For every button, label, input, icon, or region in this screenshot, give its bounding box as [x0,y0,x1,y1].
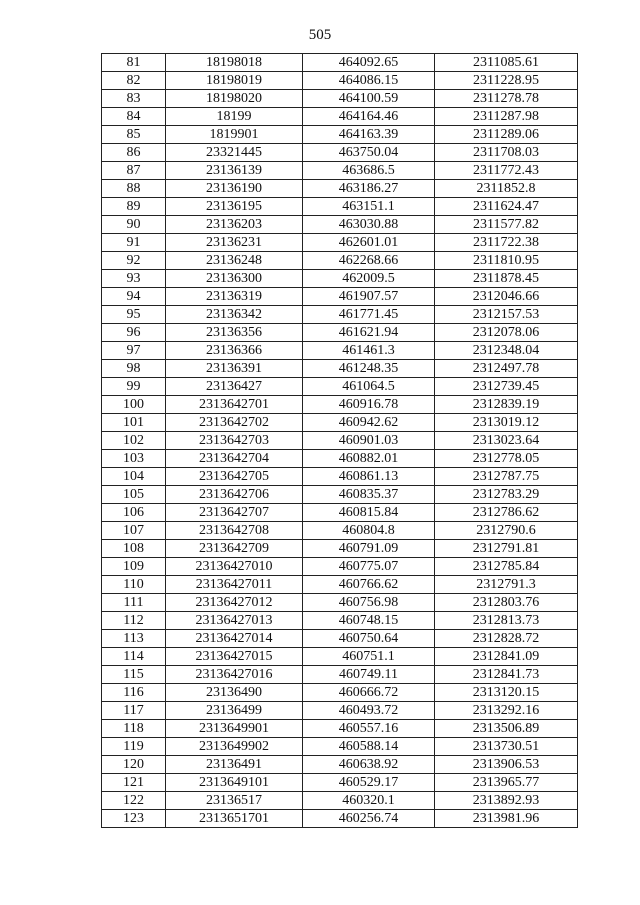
table-row [102,54,578,72]
row-index-cell: 101 [102,414,166,432]
y-coordinate-cell: 2313292.16 [435,702,578,720]
page-number: 505 [308,27,332,43]
table-row [102,468,578,486]
table-row [102,594,578,612]
x-coordinate-cell: 463686.5 [303,162,435,180]
y-coordinate-cell: 2312791.81 [435,540,578,558]
point-id-cell: 23136319 [166,288,303,306]
table-row [102,504,578,522]
point-id-cell: 18198018 [166,54,303,72]
row-index-cell: 119 [102,738,166,756]
y-coordinate-cell: 2313506.89 [435,720,578,738]
row-index-cell: 83 [102,90,166,108]
x-coordinate-cell: 460588.14 [303,738,435,756]
point-id-cell: 1819901 [166,126,303,144]
row-index-cell: 93 [102,270,166,288]
y-coordinate-cell: 2313965.77 [435,774,578,792]
row-index-cell: 117 [102,702,166,720]
point-id-cell: 23136195 [166,198,303,216]
y-coordinate-cell: 2313906.53 [435,756,578,774]
y-coordinate-cell: 2312739.45 [435,378,578,396]
row-index-cell: 85 [102,126,166,144]
row-index-cell: 121 [102,774,166,792]
x-coordinate-cell: 462009.5 [303,270,435,288]
point-id-cell: 23136342 [166,306,303,324]
row-index-cell: 84 [102,108,166,126]
y-coordinate-cell: 2311289.06 [435,126,578,144]
point-id-cell: 23136427016 [166,666,303,684]
y-coordinate-cell: 2311810.95 [435,252,578,270]
x-coordinate-cell: 460256.74 [303,810,435,828]
x-coordinate-cell: 460804.8 [303,522,435,540]
row-index-cell: 81 [102,54,166,72]
y-coordinate-cell: 2312828.72 [435,630,578,648]
x-coordinate-cell: 462268.66 [303,252,435,270]
y-coordinate-cell: 2312813.73 [435,612,578,630]
row-index-cell: 90 [102,216,166,234]
row-index-cell: 112 [102,612,166,630]
point-id-cell: 2313642701 [166,396,303,414]
row-index-cell: 120 [102,756,166,774]
y-coordinate-cell: 2313019.12 [435,414,578,432]
y-coordinate-cell: 2311624.47 [435,198,578,216]
y-coordinate-cell: 2311722.38 [435,234,578,252]
row-index-cell: 106 [102,504,166,522]
x-coordinate-cell: 461621.94 [303,324,435,342]
point-id-cell: 23136427012 [166,594,303,612]
point-id-cell: 23136427011 [166,576,303,594]
x-coordinate-cell: 460791.09 [303,540,435,558]
row-index-cell: 105 [102,486,166,504]
table-row [102,432,578,450]
x-coordinate-cell: 460766.62 [303,576,435,594]
x-coordinate-cell: 460835.37 [303,486,435,504]
table-row [102,72,578,90]
x-coordinate-cell: 463030.88 [303,216,435,234]
table-row [102,306,578,324]
x-coordinate-cell: 463151.1 [303,198,435,216]
table-row [102,576,578,594]
table-row [102,540,578,558]
point-id-cell: 2313642703 [166,432,303,450]
row-index-cell: 96 [102,324,166,342]
x-coordinate-cell: 460749.11 [303,666,435,684]
y-coordinate-cell: 2311228.95 [435,72,578,90]
table-row [102,378,578,396]
table-row [102,144,578,162]
y-coordinate-cell: 2312803.76 [435,594,578,612]
y-coordinate-cell: 2312046.66 [435,288,578,306]
point-id-cell: 2313649101 [166,774,303,792]
y-coordinate-cell: 2312839.19 [435,396,578,414]
point-id-cell: 23136427 [166,378,303,396]
row-index-cell: 97 [102,342,166,360]
row-index-cell: 95 [102,306,166,324]
y-coordinate-cell: 2313023.64 [435,432,578,450]
table-row [102,720,578,738]
y-coordinate-cell: 2312785.84 [435,558,578,576]
x-coordinate-cell: 461461.3 [303,342,435,360]
table-row [102,684,578,702]
y-coordinate-cell: 2312497.78 [435,360,578,378]
table-row [102,324,578,342]
y-coordinate-cell: 2313120.15 [435,684,578,702]
point-id-cell: 23136517 [166,792,303,810]
table-row [102,198,578,216]
table-row [102,270,578,288]
point-id-cell: 23136490 [166,684,303,702]
x-coordinate-cell: 460638.92 [303,756,435,774]
table-row [102,396,578,414]
point-id-cell: 23136427015 [166,648,303,666]
table-row [102,558,578,576]
table-row [102,288,578,306]
point-id-cell: 2313642709 [166,540,303,558]
row-index-cell: 114 [102,648,166,666]
x-coordinate-cell: 464092.65 [303,54,435,72]
row-index-cell: 118 [102,720,166,738]
row-index-cell: 99 [102,378,166,396]
row-index-cell: 100 [102,396,166,414]
row-index-cell: 92 [102,252,166,270]
table-row [102,234,578,252]
table-row [102,486,578,504]
row-index-cell: 82 [102,72,166,90]
row-index-cell: 116 [102,684,166,702]
point-id-cell: 18198019 [166,72,303,90]
table-row [102,180,578,198]
point-id-cell: 23321445 [166,144,303,162]
y-coordinate-cell: 2311708.03 [435,144,578,162]
row-index-cell: 107 [102,522,166,540]
table-row [102,360,578,378]
y-coordinate-cell: 2312841.09 [435,648,578,666]
point-id-cell: 23136203 [166,216,303,234]
y-coordinate-cell: 2312157.53 [435,306,578,324]
point-id-cell: 2313642707 [166,504,303,522]
y-coordinate-cell: 2311852.8 [435,180,578,198]
row-index-cell: 88 [102,180,166,198]
row-index-cell: 98 [102,360,166,378]
point-id-cell: 23136391 [166,360,303,378]
row-index-cell: 89 [102,198,166,216]
table-row [102,414,578,432]
row-index-cell: 113 [102,630,166,648]
y-coordinate-cell: 2313981.96 [435,810,578,828]
y-coordinate-cell: 2312791.3 [435,576,578,594]
point-id-cell: 2313642706 [166,486,303,504]
x-coordinate-cell: 460751.1 [303,648,435,666]
coordinates-table [101,53,578,828]
point-id-cell: 23136499 [166,702,303,720]
point-id-cell: 23136356 [166,324,303,342]
y-coordinate-cell: 2312778.05 [435,450,578,468]
x-coordinate-cell: 460748.15 [303,612,435,630]
row-index-cell: 102 [102,432,166,450]
y-coordinate-cell: 2313892.93 [435,792,578,810]
x-coordinate-cell: 464164.46 [303,108,435,126]
x-coordinate-cell: 460775.07 [303,558,435,576]
y-coordinate-cell: 2311085.61 [435,54,578,72]
x-coordinate-cell: 460493.72 [303,702,435,720]
point-id-cell: 23136427013 [166,612,303,630]
x-coordinate-cell: 460750.64 [303,630,435,648]
table-row [102,810,578,828]
y-coordinate-cell: 2311287.98 [435,108,578,126]
point-id-cell: 23136427010 [166,558,303,576]
x-coordinate-cell: 460861.13 [303,468,435,486]
point-id-cell: 23136190 [166,180,303,198]
y-coordinate-cell: 2312841.73 [435,666,578,684]
point-id-cell: 18198020 [166,90,303,108]
x-coordinate-cell: 463750.04 [303,144,435,162]
point-id-cell: 23136366 [166,342,303,360]
x-coordinate-cell: 460756.98 [303,594,435,612]
row-index-cell: 111 [102,594,166,612]
point-id-cell: 23136231 [166,234,303,252]
row-index-cell: 104 [102,468,166,486]
row-index-cell: 87 [102,162,166,180]
point-id-cell: 2313649901 [166,720,303,738]
x-coordinate-cell: 464100.59 [303,90,435,108]
table-row [102,252,578,270]
y-coordinate-cell: 2312078.06 [435,324,578,342]
table-row [102,216,578,234]
point-id-cell: 23136248 [166,252,303,270]
y-coordinate-cell: 2312783.29 [435,486,578,504]
table-row [102,342,578,360]
y-coordinate-cell: 2312790.6 [435,522,578,540]
table-row [102,702,578,720]
x-coordinate-cell: 461907.57 [303,288,435,306]
x-coordinate-cell: 464086.15 [303,72,435,90]
point-id-cell: 2313642705 [166,468,303,486]
table-row [102,774,578,792]
y-coordinate-cell: 2312348.04 [435,342,578,360]
x-coordinate-cell: 464163.39 [303,126,435,144]
row-index-cell: 122 [102,792,166,810]
row-index-cell: 91 [102,234,166,252]
row-index-cell: 86 [102,144,166,162]
x-coordinate-cell: 460942.62 [303,414,435,432]
row-index-cell: 108 [102,540,166,558]
x-coordinate-cell: 461771.45 [303,306,435,324]
point-id-cell: 2313642708 [166,522,303,540]
row-index-cell: 94 [102,288,166,306]
x-coordinate-cell: 460882.01 [303,450,435,468]
y-coordinate-cell: 2311772.43 [435,162,578,180]
x-coordinate-cell: 463186.27 [303,180,435,198]
x-coordinate-cell: 460666.72 [303,684,435,702]
y-coordinate-cell: 2311577.82 [435,216,578,234]
y-coordinate-cell: 2313730.51 [435,738,578,756]
table-row [102,756,578,774]
row-index-cell: 110 [102,576,166,594]
table-row [102,648,578,666]
x-coordinate-cell: 460529.17 [303,774,435,792]
table-row [102,630,578,648]
table-row [102,126,578,144]
coordinates-table-body [102,54,578,828]
table-row [102,792,578,810]
x-coordinate-cell: 460901.03 [303,432,435,450]
table-row [102,738,578,756]
point-id-cell: 2313651701 [166,810,303,828]
point-id-cell: 23136491 [166,756,303,774]
point-id-cell: 23136427014 [166,630,303,648]
point-id-cell: 2313649902 [166,738,303,756]
row-index-cell: 123 [102,810,166,828]
table-row [102,666,578,684]
table-row [102,522,578,540]
x-coordinate-cell: 462601.01 [303,234,435,252]
x-coordinate-cell: 461064.5 [303,378,435,396]
table-row [102,162,578,180]
x-coordinate-cell: 460557.16 [303,720,435,738]
x-coordinate-cell: 460320.1 [303,792,435,810]
y-coordinate-cell: 2311878.45 [435,270,578,288]
row-index-cell: 109 [102,558,166,576]
y-coordinate-cell: 2312787.75 [435,468,578,486]
table-row [102,90,578,108]
point-id-cell: 18199 [166,108,303,126]
point-id-cell: 2313642702 [166,414,303,432]
y-coordinate-cell: 2312786.62 [435,504,578,522]
point-id-cell: 2313642704 [166,450,303,468]
row-index-cell: 115 [102,666,166,684]
table-row [102,612,578,630]
point-id-cell: 23136139 [166,162,303,180]
x-coordinate-cell: 461248.35 [303,360,435,378]
row-index-cell: 103 [102,450,166,468]
point-id-cell: 23136300 [166,270,303,288]
x-coordinate-cell: 460916.78 [303,396,435,414]
table-row [102,108,578,126]
x-coordinate-cell: 460815.84 [303,504,435,522]
table-row [102,450,578,468]
y-coordinate-cell: 2311278.78 [435,90,578,108]
